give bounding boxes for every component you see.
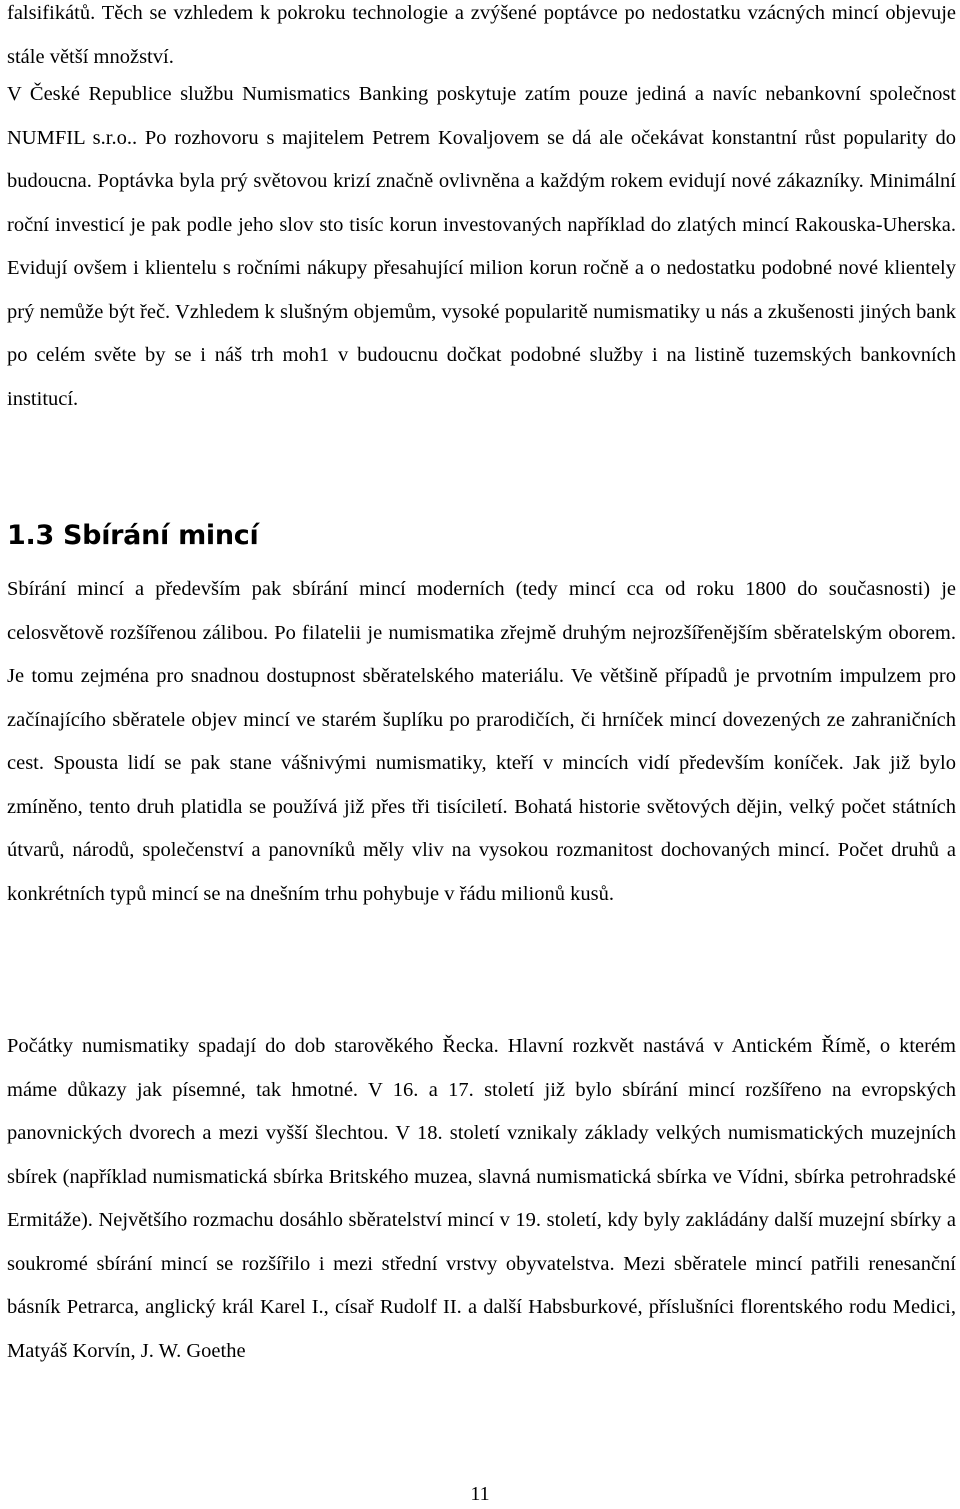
- paragraph: Počátky numismatiky spadají do dob starověkého Řecka. Hlavní rozkvět nastává v Antickém Římě, o kterém máme důkazy jak písemné, tak hmotné. V 16. a 17. století již bylo sbírání mincí rozšířeno na evropských panovnických dvorech a mezi vyšší šlechtou. V 18. století vznikaly základy velkých numismatických muzejních sbírek (například numismatická sbírka Britského muzea, slavná numismatická sbírka ve Vídni, sbírka petrohradské Ermitáže). Největšího rozmachu dosáhlo sběratelství mincí v 19. století, kdy byly zakládány další muzejní sbírky a soukromé sbírání mincí se rozšířilo i mezi střední vrstvy obyvatelstva. Mezi sběratele mincí patřili renesanční básník Petrarca, anglický král Karel I., císař Rudolf II. a další Habsburkové, příslušníci florentského rodu Medici, Matyáš Korvín, J. W. Goethe: [7, 1035, 956, 1362]
- section-heading: 1.3 Sbírání mincí: [7, 520, 259, 551]
- paragraph: falsifikátů. Těch se vzhledem k pokroku technologie a zvýšené poptávce po nedostatku vzácných mincí objevuje stále větší množství.: [7, 2, 956, 68]
- paragraph: Sbírání mincí a především pak sbírání mincí moderních (tedy mincí cca od roku 1800 do současnosti) je celosvětově rozšířenou zálibou. Po filatelii je numismatika zřejmě druhým nejrozšířenějším sběratelským oborem. Je tomu zejména pro snadnou dostupnost sběratelského materiálu. Ve většině případů je prvotním impulzem pro začínajícího sběratele objev mincí ve starém šuplíku po prarodičích, či hrníček mincí dovezených ze zahraničních cest. Spousta lidí se pak stane vášnivými numismatiky, kteří v mincích vidí především koníček. Jak již bylo zmíněno, tento druh platidla se používá již přes tři tisíciletí. Bohatá historie světových dějin, velký počet státních útvarů, národů, společenství a panovníků měly vliv na vysokou rozmanitost dochovaných mincí. Počet druhů a konkrétních typů mincí se na dnešním trhu pohybuje v řádu milionů kusů.: [7, 578, 956, 905]
- page-number: 11: [470, 1483, 490, 1505]
- paragraph: V České Republice službu Numismatics Banking poskytuje zatím pouze jediná a navíc nebankovní společnost NUMFIL s.r.o.. Po rozhovoru s majitelem Petrem Kovaljovem se dá ale očekávat konstantní růst popularity do budoucna. Poptávka byla prý světovou krizí značně ovlivněna a každým rokem evidují nové zákazníky. Minimální roční investicí je pak podle jeho slov sto tisíc korun investovaných například do zlatých mincí Rakouska-Uherska. Evidují ovšem i klientelu s ročními nákupy přesahující milion korun ročně a o nedostatku podobné nové klientely prý nemůže být řeč. Vzhledem k slušným objemům, vysoké popularitě numismatiky u nás a zkušenosti jiných bank po celém světe by se i náš trh moh1 v budoucnu dočkat podobné služby i na listině tuzemských bankovních institucí.: [7, 83, 956, 410]
